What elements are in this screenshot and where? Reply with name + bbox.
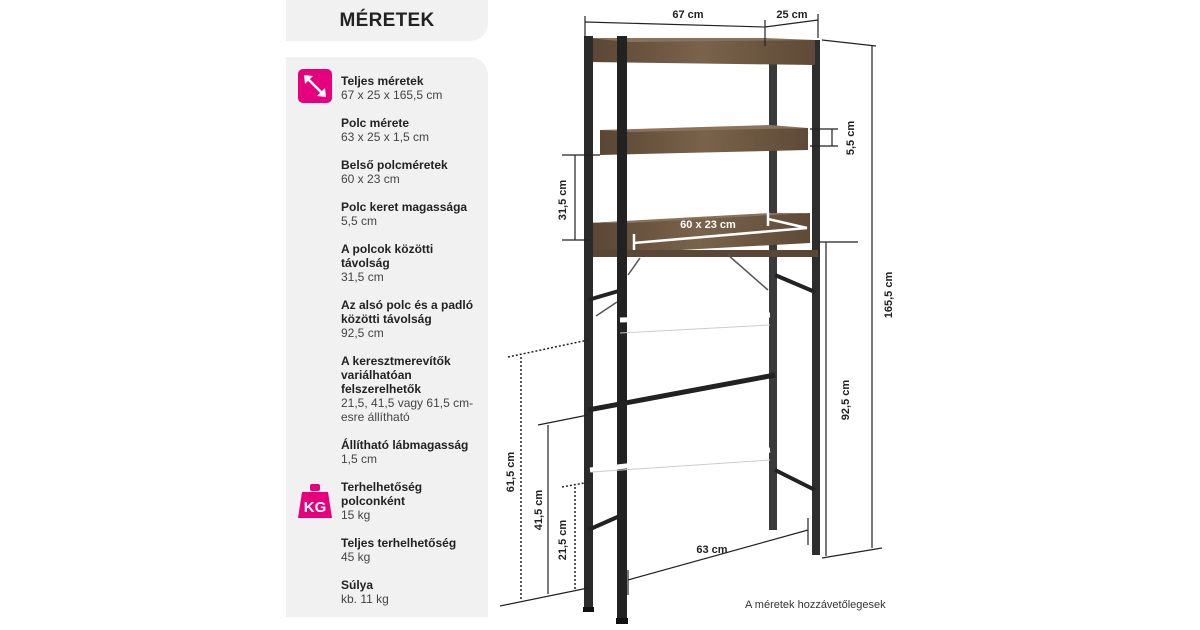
- spec-floor-distance: [341, 298, 481, 340]
- shelf-diagram: [500, 0, 920, 630]
- spec-value: kb. 11 kg: [341, 592, 389, 606]
- spec-label: Teljes terhelhetőség: [341, 536, 457, 550]
- dim-inner-width: [628, 518, 808, 595]
- spec-label: Terhelhetőség polconként: [341, 480, 423, 508]
- spec-label: Az alsó polc és a padló közötti távolság: [341, 298, 474, 326]
- spec-label: A keresztmerevítők variálhatóan felszerelhetők: [341, 354, 451, 396]
- dim-brace-61-5: [500, 340, 588, 606]
- dim-floor-clearance: [818, 242, 858, 556]
- spec-inner-shelf: [341, 158, 481, 186]
- dim-width-label: 67 cm: [672, 9, 704, 21]
- shelf-middle: [600, 125, 808, 155]
- spec-shelf-distance: [341, 242, 481, 284]
- spec-label: Súlya: [341, 578, 374, 592]
- dim-brace-21-5-label: 21,5 cm: [557, 519, 569, 561]
- spec-cross-braces: [341, 354, 481, 424]
- foot: [583, 607, 594, 612]
- dim-shelf-spacing-label: 31,5 cm: [557, 179, 569, 221]
- spec-value: 31,5 cm: [341, 270, 384, 284]
- spec-load-per-shelf: [341, 480, 481, 522]
- dim-frame-height-label: 5,5 cm: [845, 120, 857, 156]
- dim-inner-width-label: 63 cm: [696, 544, 728, 556]
- dim-brace-41-5: [533, 415, 588, 594]
- kg-weight-icon: [296, 482, 334, 520]
- page-title: MÉRETEK: [339, 10, 435, 31]
- spec-value: 60 x 23 cm: [341, 172, 400, 186]
- spec-foot-height: [341, 438, 481, 466]
- diagonal-arrow-icon: [298, 69, 332, 103]
- spec-value: 67 x 25 x 165,5 cm: [341, 88, 443, 102]
- spec-value: 63 x 25 x 1,5 cm: [341, 130, 430, 144]
- dim-total-height: [822, 40, 895, 558]
- footnote: A méretek hozzávetőlegesek: [745, 599, 886, 611]
- spec-value: 21,5, 41,5 vagy 61,5 cm-esre állítható: [341, 396, 474, 424]
- dim-depth-label: 25 cm: [776, 9, 808, 21]
- spec-value: 5,5 cm: [341, 214, 378, 228]
- dim-depth: [765, 9, 818, 38]
- spec-label: A polcok közötti távolság: [341, 242, 434, 270]
- title-box: [286, 0, 488, 41]
- spec-label: Teljes méretek: [341, 74, 424, 88]
- spec-label: Polc mérete: [341, 116, 410, 130]
- front-posts: [584, 36, 627, 621]
- spec-value: 92,5 cm: [341, 326, 384, 340]
- spec-shelf-size: [341, 116, 481, 144]
- dim-total-height-label: 165,5 cm: [883, 271, 895, 319]
- dim-inner-shelf-label: 60 x 23 cm: [680, 219, 736, 231]
- spec-label: Állítható lábmagasság: [341, 438, 469, 452]
- spec-label: Polc keret magassága: [341, 200, 468, 214]
- spec-total-load: [341, 536, 481, 564]
- dim-brace-41-5-label: 41,5 cm: [533, 489, 545, 531]
- spec-frame-height: [341, 200, 481, 228]
- spec-value: 1,5 cm: [341, 452, 378, 466]
- svg-text:KG: KG: [303, 499, 327, 516]
- spec-value: 45 kg: [341, 550, 371, 564]
- foot: [616, 618, 628, 624]
- spec-value: 15 kg: [341, 508, 371, 522]
- spec-label: Belső polcméretek: [341, 158, 448, 172]
- dim-floor-clearance-label: 92,5 cm: [840, 379, 852, 421]
- dim-brace-61-5-label: 61,5 cm: [505, 451, 517, 493]
- spec-weight: [341, 578, 481, 606]
- spec-total-dimensions: [341, 74, 481, 102]
